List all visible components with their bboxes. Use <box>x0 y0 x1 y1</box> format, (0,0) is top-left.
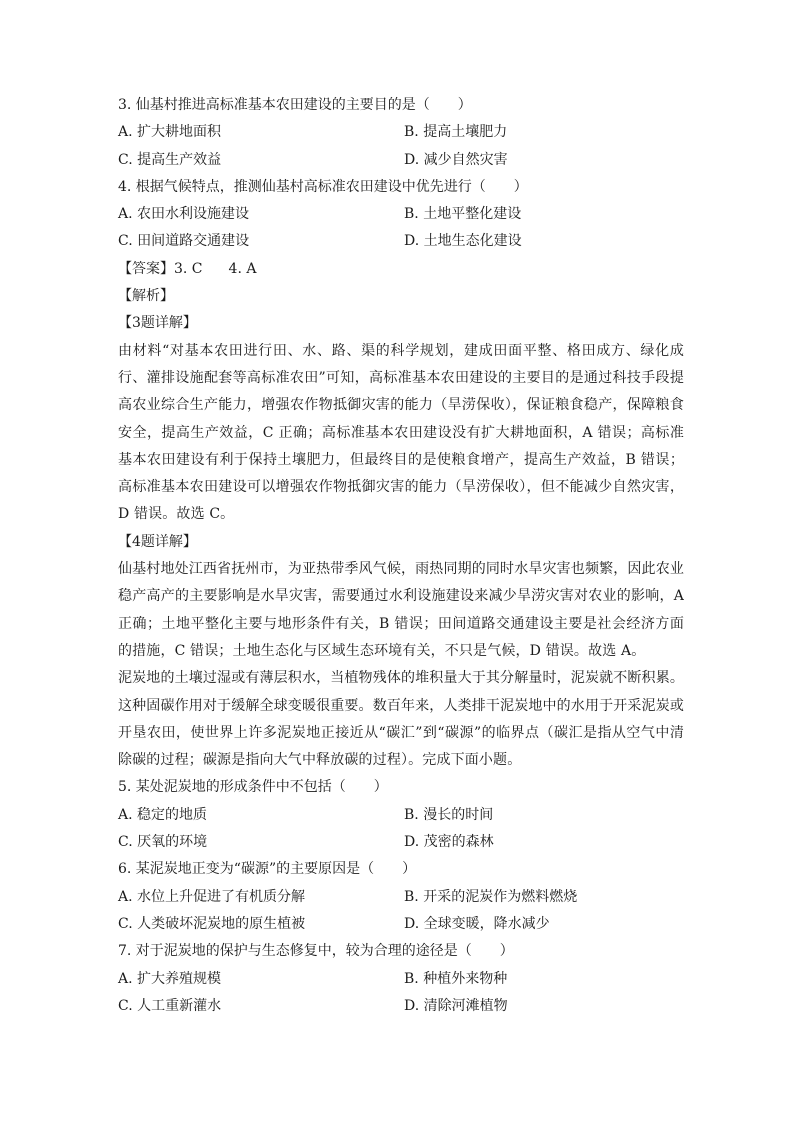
question-4-stem: 4. 根据气候特点，推测仙基村高标准农田建设中优先进行（ ） <box>118 178 528 195</box>
detail-4-text: 仙基村地处江西省抚州市，为亚热带季风气候，雨热同期的同时水旱灾害也频繁，因此农业稳产高产的主要影响是水旱灾害，需要通过水利设施建设来减少旱涝灾害对农业的影响，A 正确；土地平整化主要与地形条件有关，B 错误；田间道路交通建设主要是社会经济方面的措施，C 错误；土地生态化与区域生态环境有关，不只是气候，D 错误。故选 A。 <box>118 561 684 659</box>
question-4-option-c: C. 田间道路交通建设 <box>118 233 250 250</box>
question-3-options-row-1 <box>118 119 684 146</box>
question-5-option-b: B. 漫长的时间 <box>404 806 494 823</box>
question-5-option-c: C. 厌氧的环境 <box>118 834 208 851</box>
question-6-options-row-1 <box>118 884 684 911</box>
answer-4: 4. A <box>228 260 257 277</box>
detail-4-label: 【4题详解】 <box>118 533 197 550</box>
question-3-option-b: B. 提高土壤肥力 <box>404 124 508 141</box>
question-6-option-d: D. 全球变暖，降水减少 <box>404 915 550 932</box>
question-4-option-d: D. 土地生态化建设 <box>404 233 522 250</box>
detail-3-text: 由材料“对基本农田进行田、水、路、渠的科学规划，建成田面平整、格田成方、绿化成行、灌排设施配套等高标准农田”可知，高标准基本农田建设的主要目的是通过科技手段提高农业综合生产能力，增强农作物抵御灾害的能力（旱涝保收），保证粮食稳产，保障粮食安全，提高生产效益，C 正确；高标准基本农田建设没有扩大耕地面积，A 错误；高标准基本农田建设有利于保持土壤肥力，但最终目的是使粮食增产，提高生产效益，B 错误；高标准基本农田建设可以增强农作物抵御灾害的能力（旱涝保收），但不能减少自然灾害，D 错误。故选 C。 <box>118 342 684 523</box>
question-6-option-a: A. 水位上升促进了有机质分解 <box>118 888 306 905</box>
question-3-option-d: D. 减少自然灾害 <box>404 151 508 168</box>
question-3-options-row-2 <box>118 147 684 174</box>
answer-line <box>118 256 684 283</box>
question-3-option-c: C. 提高生产效益 <box>118 151 222 168</box>
question-7-options-row-2 <box>118 993 684 1020</box>
question-4-option-a: A. 农田水利设施建设 <box>118 206 250 223</box>
document-content <box>118 92 684 1020</box>
question-4-options-row-1 <box>118 201 684 228</box>
question-5-stem: 5. 某处泥炭地的形成条件中不包括（ ） <box>118 779 388 796</box>
question-3-option-a: A. 扩大耕地面积 <box>118 124 222 141</box>
detail-3-label: 【3题详解】 <box>118 315 197 332</box>
question-5-option-a: A. 稳定的地质 <box>118 806 208 823</box>
question-3-stem: 3. 仙基村推进高标准基本农田建设的主要目的是（ ） <box>118 97 472 113</box>
question-7-option-d: D. 清除河滩植物 <box>404 997 508 1014</box>
question-6-option-b: B. 开采的泥炭作为燃料燃烧 <box>404 888 578 905</box>
question-7-stem: 7. 对于泥炭地的保护与生态修复中，较为合理的途径是（ ） <box>118 943 514 960</box>
answer-label: 【答案】 <box>118 260 174 277</box>
question-7-option-a: A. 扩大养殖规模 <box>118 970 222 987</box>
question-5-options-row-1 <box>118 802 684 829</box>
question-6-stem: 6. 某泥炭地正变为“碳源”的主要原因是（ ） <box>118 861 417 878</box>
question-7-option-b: B. 种植外来物种 <box>404 970 508 987</box>
analysis-label: 【解析】 <box>118 288 174 305</box>
question-4-options-row-2 <box>118 228 684 255</box>
question-6-options-row-2 <box>118 911 684 938</box>
question-6-option-c: C. 人类破坏泥炭地的原生植被 <box>118 915 306 932</box>
question-7-options-row-1 <box>118 966 684 993</box>
peatland-passage: 泥炭地的土壤过湿或有薄层积水，当植物残体的堆积量大于其分解量时，泥炭就不断积累。这种固碳作用对于缓解全球变暖很重要。数百年来，人类排干泥炭地中的水用于开采泥炭或开垦农田，使世界上许多泥炭地正接近从“碳汇”到“碳源”的临界点（碳汇是指从空气中清除碳的过程；碳源是指向大气中释放碳的过程）。完成下面小题。 <box>118 670 684 769</box>
question-7-option-c: C. 人工重新灌水 <box>118 997 222 1014</box>
question-4-option-b: B. 土地平整化建设 <box>404 206 522 223</box>
question-5-options-row-2 <box>118 829 684 856</box>
question-5-option-d: D. 茂密的森林 <box>404 834 494 851</box>
answer-3: 3. C <box>174 260 203 277</box>
